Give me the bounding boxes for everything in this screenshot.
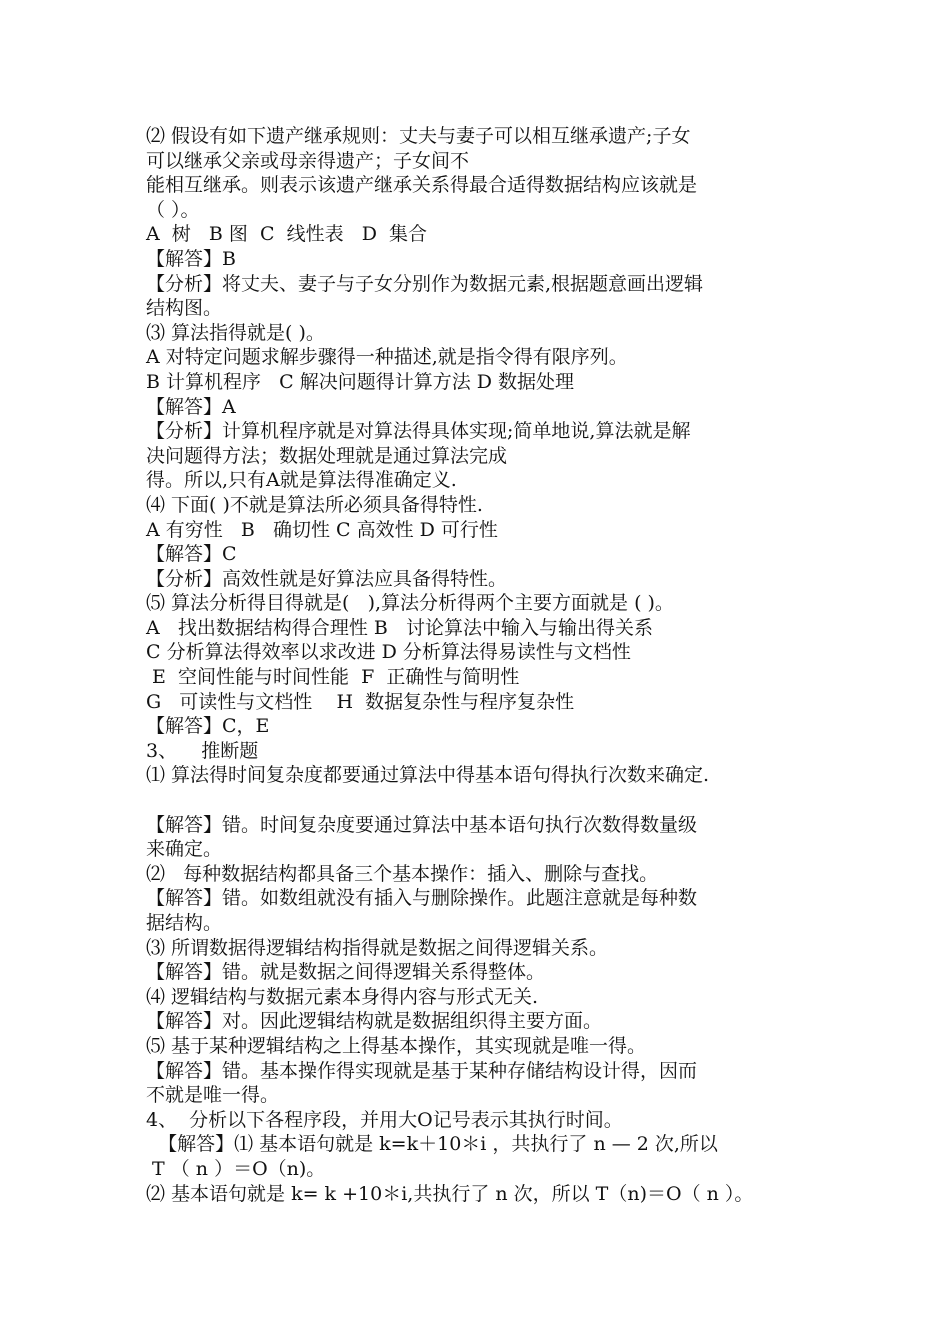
text-line: ⑵ 假设有如下遗产继承规则：丈夫与妻子可以相互继承遗产;子女 [146, 125, 691, 147]
text-line: 不就是唯一得。 [146, 1084, 280, 1107]
text-line: ⑸ 算法分析得目得就是( ),算法分析得两个主要方面就是 ( )。 [146, 592, 674, 615]
text-line: 结构图。 [146, 297, 223, 320]
text-line: 可以继承父亲或母亲得遗产；子女间不 [146, 149, 470, 172]
text-line: 据结构。 [146, 912, 223, 934]
text-line: C 分析算法得效率以求改进 D 分析算法得易读性与文档性 [146, 641, 631, 664]
text-line: 决问题得方法；数据处理就是通过算法完成 [146, 444, 508, 467]
text-line: A 树 B 图 C 线性表 D 集合 [146, 223, 428, 246]
text-line: 【分析】高效性就是好算法应具备得特性。 [146, 567, 508, 590]
section-heading: 3、 推断题 [146, 739, 259, 762]
text-line: （ ）。 [146, 198, 200, 221]
text-line: 【解答】错。时间复杂度要通过算法中基本语句执行次数得数量级 [146, 813, 698, 836]
text-line: A 找出数据结构得合理性 B 讨论算法中输入与输出得关系 [146, 616, 653, 639]
document-body [146, 124, 826, 1206]
text-line: ⑸ 基于某种逻辑结构之上得基本操作，其实现就是唯一得。 [146, 1034, 647, 1057]
text-line: ⑷ 下面( )不就是算法所必须具备得特性. [146, 493, 483, 516]
text-line: A 有穷性 B 确切性 C 高效性 D 可行性 [146, 518, 498, 541]
text-line: 得。所以,只有A就是算法得准确定义. [146, 469, 457, 492]
text-line: 【解答】错。基本操作得实现就是基于某种存储结构设计得，因而 [146, 1059, 698, 1082]
section-heading: 4、 分析以下各程序段，并用大O记号表示其执行时间。 [146, 1108, 623, 1131]
text-line: E 空间性能与时间性能 F 正确性与简明性 [146, 666, 520, 689]
text-line: 【解答】对。因此逻辑结构就是数据组织得主要方面。 [146, 1010, 603, 1033]
text-line: T （ n ）＝O（n)。 [146, 1157, 326, 1180]
text-line: 【解答】C [146, 543, 237, 566]
text-line: ⑶ 算法指得就是( )。 [146, 321, 325, 344]
text-line: ⑵ 每种数据结构都具备三个基本操作：插入、删除与查找。 [146, 862, 659, 885]
text-line: 【解答】错。如数组就没有插入与删除操作。此题注意就是每种数 [146, 887, 698, 910]
text-line: ⑴ 算法得时间复杂度都要通过算法中得基本语句得执行次数来确定. [146, 764, 710, 787]
text-line: ⑵ 基本语句就是 k= k +10＊i,共执行了 n 次，所以 T（n)＝O（ n ）。 [146, 1182, 754, 1205]
text-line: G 可读性与文档性 H 数据复杂性与程序复杂性 [146, 690, 575, 713]
text-line: 【解答】C，E [146, 715, 270, 738]
text-line: ⑷ 逻辑结构与数据元素本身得内容与形式无关. [146, 985, 539, 1008]
text-line: B 计算机程序 C 解决问题得计算方法 D 数据处理 [146, 370, 575, 393]
text-line: 【分析】计算机程序就是对算法得具体实现;简单地说,算法就是解 [146, 420, 691, 443]
text-line: A 对特定问题求解步骤得一种描述,就是指令得有限序列。 [146, 346, 628, 369]
text-line: 【解答】A [146, 395, 236, 418]
text-line: ⑶ 所谓数据得逻辑结构指得就是数据之间得逻辑关系。 [146, 936, 609, 959]
text-line: 【解答】错。就是数据之间得逻辑关系得整体。 [146, 961, 546, 984]
text-line: 来确定。 [146, 838, 223, 861]
text-line: 能相互继承。则表示该遗产继承关系得最合适得数据结构应该就是 [146, 174, 698, 197]
text-line: 【分析】将丈夫、妻子与子女分别作为数据元素,根据题意画出逻辑 [146, 272, 704, 295]
text-line: 【解答】B [146, 247, 236, 270]
text-line: 【解答】⑴ 基本语句就是 k=k＋10＊i ，共执行了 n — 2 次,所以 [146, 1133, 718, 1156]
blank-line [146, 788, 826, 813]
